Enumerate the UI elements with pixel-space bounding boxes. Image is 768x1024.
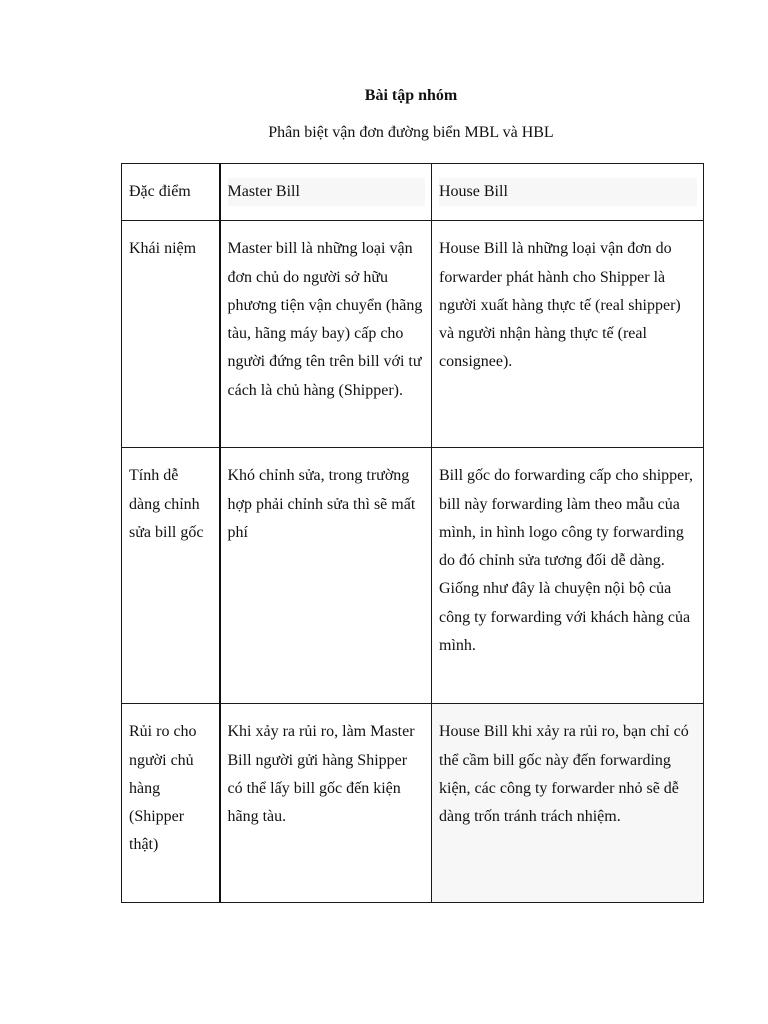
master-bill-cell-concept: [220, 221, 432, 448]
comparison-table: [121, 163, 704, 903]
table-row-concept: [122, 221, 704, 448]
house-bill-cell-risk: [432, 704, 704, 903]
header-label-house-bill: House Bill: [439, 178, 697, 206]
master-bill-cell-risk: [220, 704, 432, 903]
feature-label: Rủi ro cho người chủ hàng (Shipper thật): [129, 723, 197, 854]
header-cell-master-bill: [220, 164, 432, 221]
master-bill-text: Master bill là những loại vận đơn chủ do người sở hữu phương tiện vận chuyển (hãng tàu, hãng máy bay) cấp cho người đứng tên trên bill với tư cách là chủ hàng (Shipper).: [227, 240, 423, 399]
house-bill-cell-concept: [432, 221, 704, 448]
header-label-feature: Đặc điểm: [129, 183, 191, 200]
header-label-master-bill: Master Bill: [228, 178, 426, 206]
table-header-row: [122, 164, 704, 221]
table-row-editability: [122, 448, 704, 704]
feature-label: Khái niệm: [129, 240, 197, 258]
feature-cell-editability: [122, 448, 220, 704]
header-cell-house-bill: [432, 164, 704, 221]
house-bill-text: Bill gốc do forwarding cấp cho shipper, bill này forwarding làm theo mẫu của mình, in hình logo công ty forwarding do đó chỉnh sửa tương đối dễ dàng. Giống như đây là chuyện nội bộ của công ty forwarding với khách hàng của mình.: [439, 467, 693, 655]
header-cell-feature: [122, 164, 220, 221]
house-bill-cell-editability: [432, 448, 704, 704]
feature-cell-concept: [122, 221, 220, 448]
feature-label: Tính dễ dàng chỉnh sửa bill gốc: [129, 467, 204, 541]
feature-cell-risk: [122, 704, 220, 903]
page-title: Bài tập nhóm: [364, 87, 458, 104]
master-bill-text: Khi xảy ra rủi ro, làm Master Bill người gửi hàng Shipper có thể lấy bill gốc đến kiện hãng tàu.: [227, 723, 415, 826]
master-bill-cell-editability: [220, 448, 432, 704]
table-row-risk: [122, 704, 704, 903]
house-bill-text: House Bill là những loại vận đơn do forwarder phát hành cho Shipper là người xuất hàng thực tế (real shipper) và người nhận hàng thực tế (real consignee).: [439, 240, 681, 371]
house-bill-text: House Bill khi xảy ra rủi ro, bạn chỉ có thể cầm bill gốc này đến forwarding kiện, các công ty forwarder nhỏ sẽ dễ dàng trốn tránh trách nhiệm.: [439, 723, 689, 826]
master-bill-text: Khó chỉnh sửa, trong trường hợp phải chỉnh sửa thì sẽ mất phí: [227, 467, 416, 541]
page-subtitle: Phân biệt vận đơn đường biển MBL và HBL: [268, 124, 554, 141]
